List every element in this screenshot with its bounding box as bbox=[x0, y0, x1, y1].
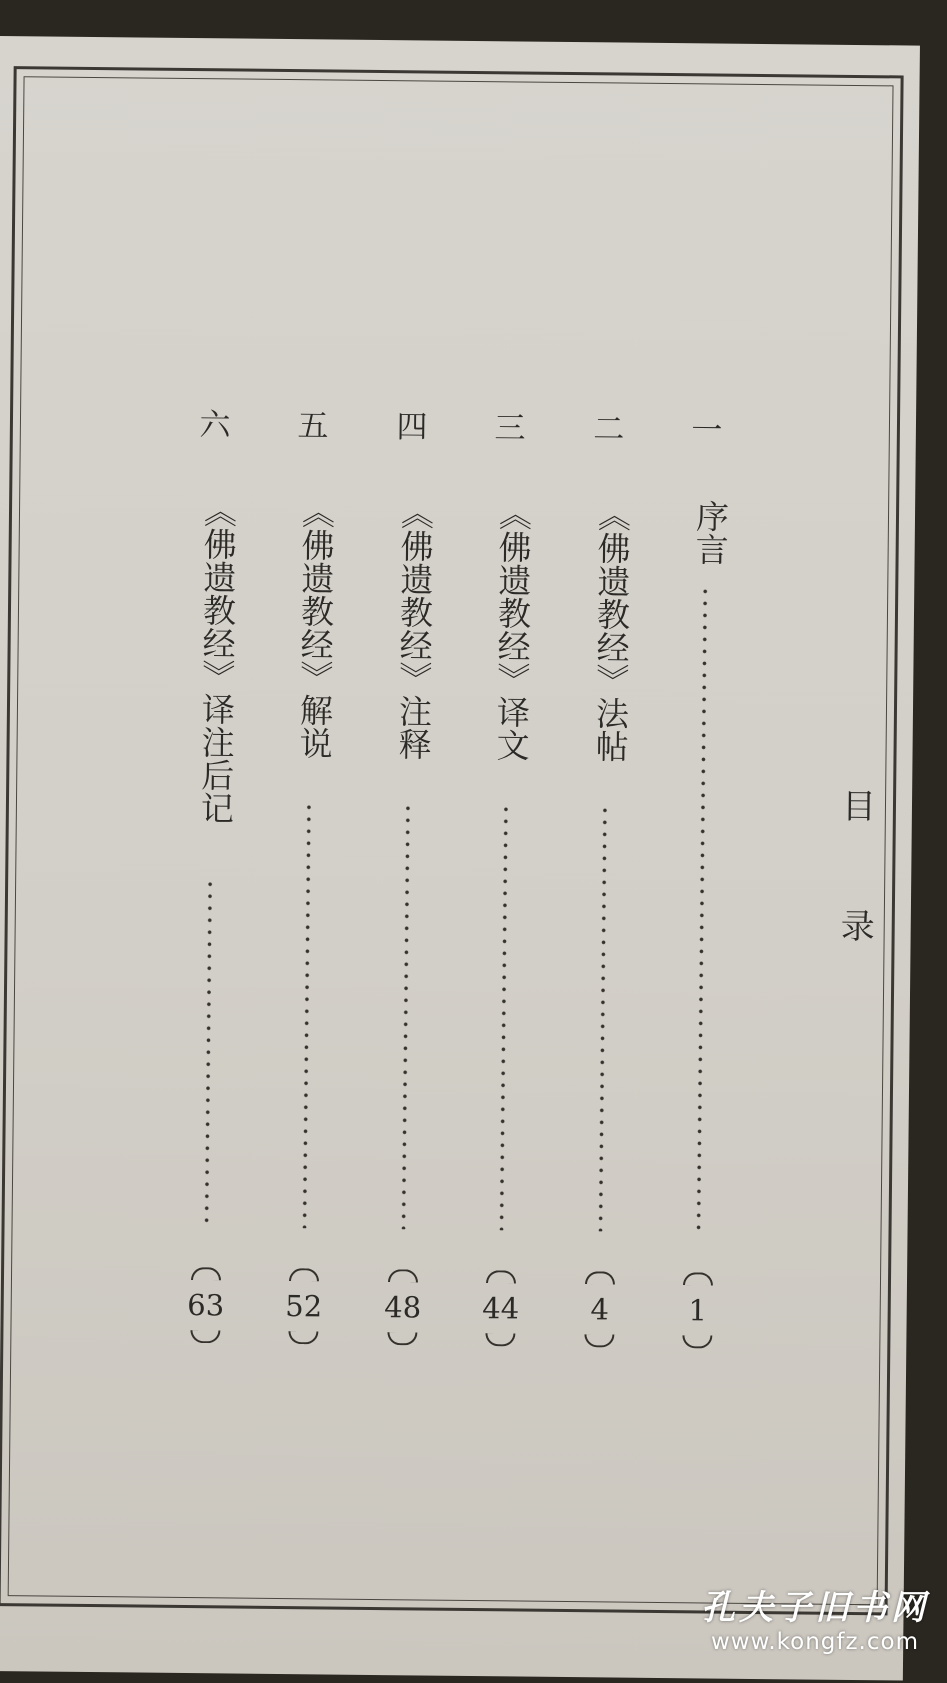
page-number-value: 52 bbox=[285, 1289, 323, 1324]
paren-close bbox=[190, 1330, 220, 1343]
entry-title: 《佛遗教经》法帖 bbox=[590, 498, 633, 763]
leader-dots bbox=[402, 802, 410, 1229]
entry-number: 三 bbox=[494, 410, 526, 447]
entry-title: 《佛遗教经》译文 bbox=[491, 497, 534, 762]
leader-dots bbox=[303, 801, 311, 1228]
entry-page-number bbox=[379, 1269, 426, 1347]
heading-char-2: 录 bbox=[840, 906, 875, 948]
entry-title: 《佛遗教经》译注后记 bbox=[195, 494, 239, 825]
page-number-value: 4 bbox=[590, 1292, 610, 1327]
heading-char-1: 目 bbox=[841, 786, 877, 828]
entry-number: 二 bbox=[593, 411, 625, 448]
page-border-inner bbox=[8, 76, 894, 1605]
paren-open bbox=[585, 1271, 615, 1284]
page-number-value: 1 bbox=[688, 1293, 708, 1328]
toc-entry bbox=[477, 410, 534, 1348]
watermark bbox=[701, 1580, 929, 1655]
entry-number: 四 bbox=[396, 409, 428, 446]
book-page bbox=[0, 36, 920, 1681]
page-number-value: 63 bbox=[187, 1288, 225, 1323]
entry-title: 《佛遗教经》注释 bbox=[393, 496, 436, 761]
paren-open bbox=[683, 1272, 713, 1285]
toc-entry bbox=[379, 409, 436, 1347]
leader-dots bbox=[599, 804, 607, 1231]
leader-dots bbox=[500, 803, 508, 1230]
entry-number: 六 bbox=[199, 407, 231, 444]
entry-number: 一 bbox=[691, 412, 723, 449]
entry-page-number bbox=[280, 1268, 327, 1346]
entry-number: 五 bbox=[297, 408, 329, 445]
entry-title: 《佛遗教经》解说 bbox=[294, 495, 337, 760]
paren-open bbox=[191, 1267, 221, 1280]
paren-open bbox=[388, 1269, 418, 1282]
paren-open bbox=[486, 1270, 516, 1283]
entry-page-number bbox=[674, 1272, 721, 1350]
toc-entry bbox=[576, 411, 633, 1349]
toc-entry bbox=[674, 412, 731, 1350]
paren-close bbox=[485, 1333, 515, 1346]
toc-entry bbox=[182, 407, 239, 1345]
paren-open bbox=[289, 1268, 319, 1281]
watermark-url: www.kongfz.com bbox=[711, 1629, 919, 1655]
paren-close bbox=[288, 1331, 318, 1344]
watermark-name: 孔夫子旧书网 bbox=[701, 1588, 929, 1628]
entry-page-number bbox=[182, 1267, 229, 1345]
page-number-value: 44 bbox=[482, 1291, 520, 1326]
toc-entry bbox=[280, 408, 337, 1346]
entry-page-number bbox=[477, 1270, 524, 1348]
entry-title: 序言 bbox=[690, 499, 731, 566]
leader-dots bbox=[205, 878, 213, 1227]
leader-dots bbox=[697, 585, 708, 1232]
paren-close bbox=[682, 1335, 712, 1348]
contents-heading bbox=[836, 786, 882, 948]
paren-close bbox=[584, 1334, 614, 1347]
entry-page-number bbox=[576, 1271, 623, 1349]
paren-close bbox=[387, 1332, 417, 1345]
page-number-value: 48 bbox=[384, 1290, 422, 1325]
